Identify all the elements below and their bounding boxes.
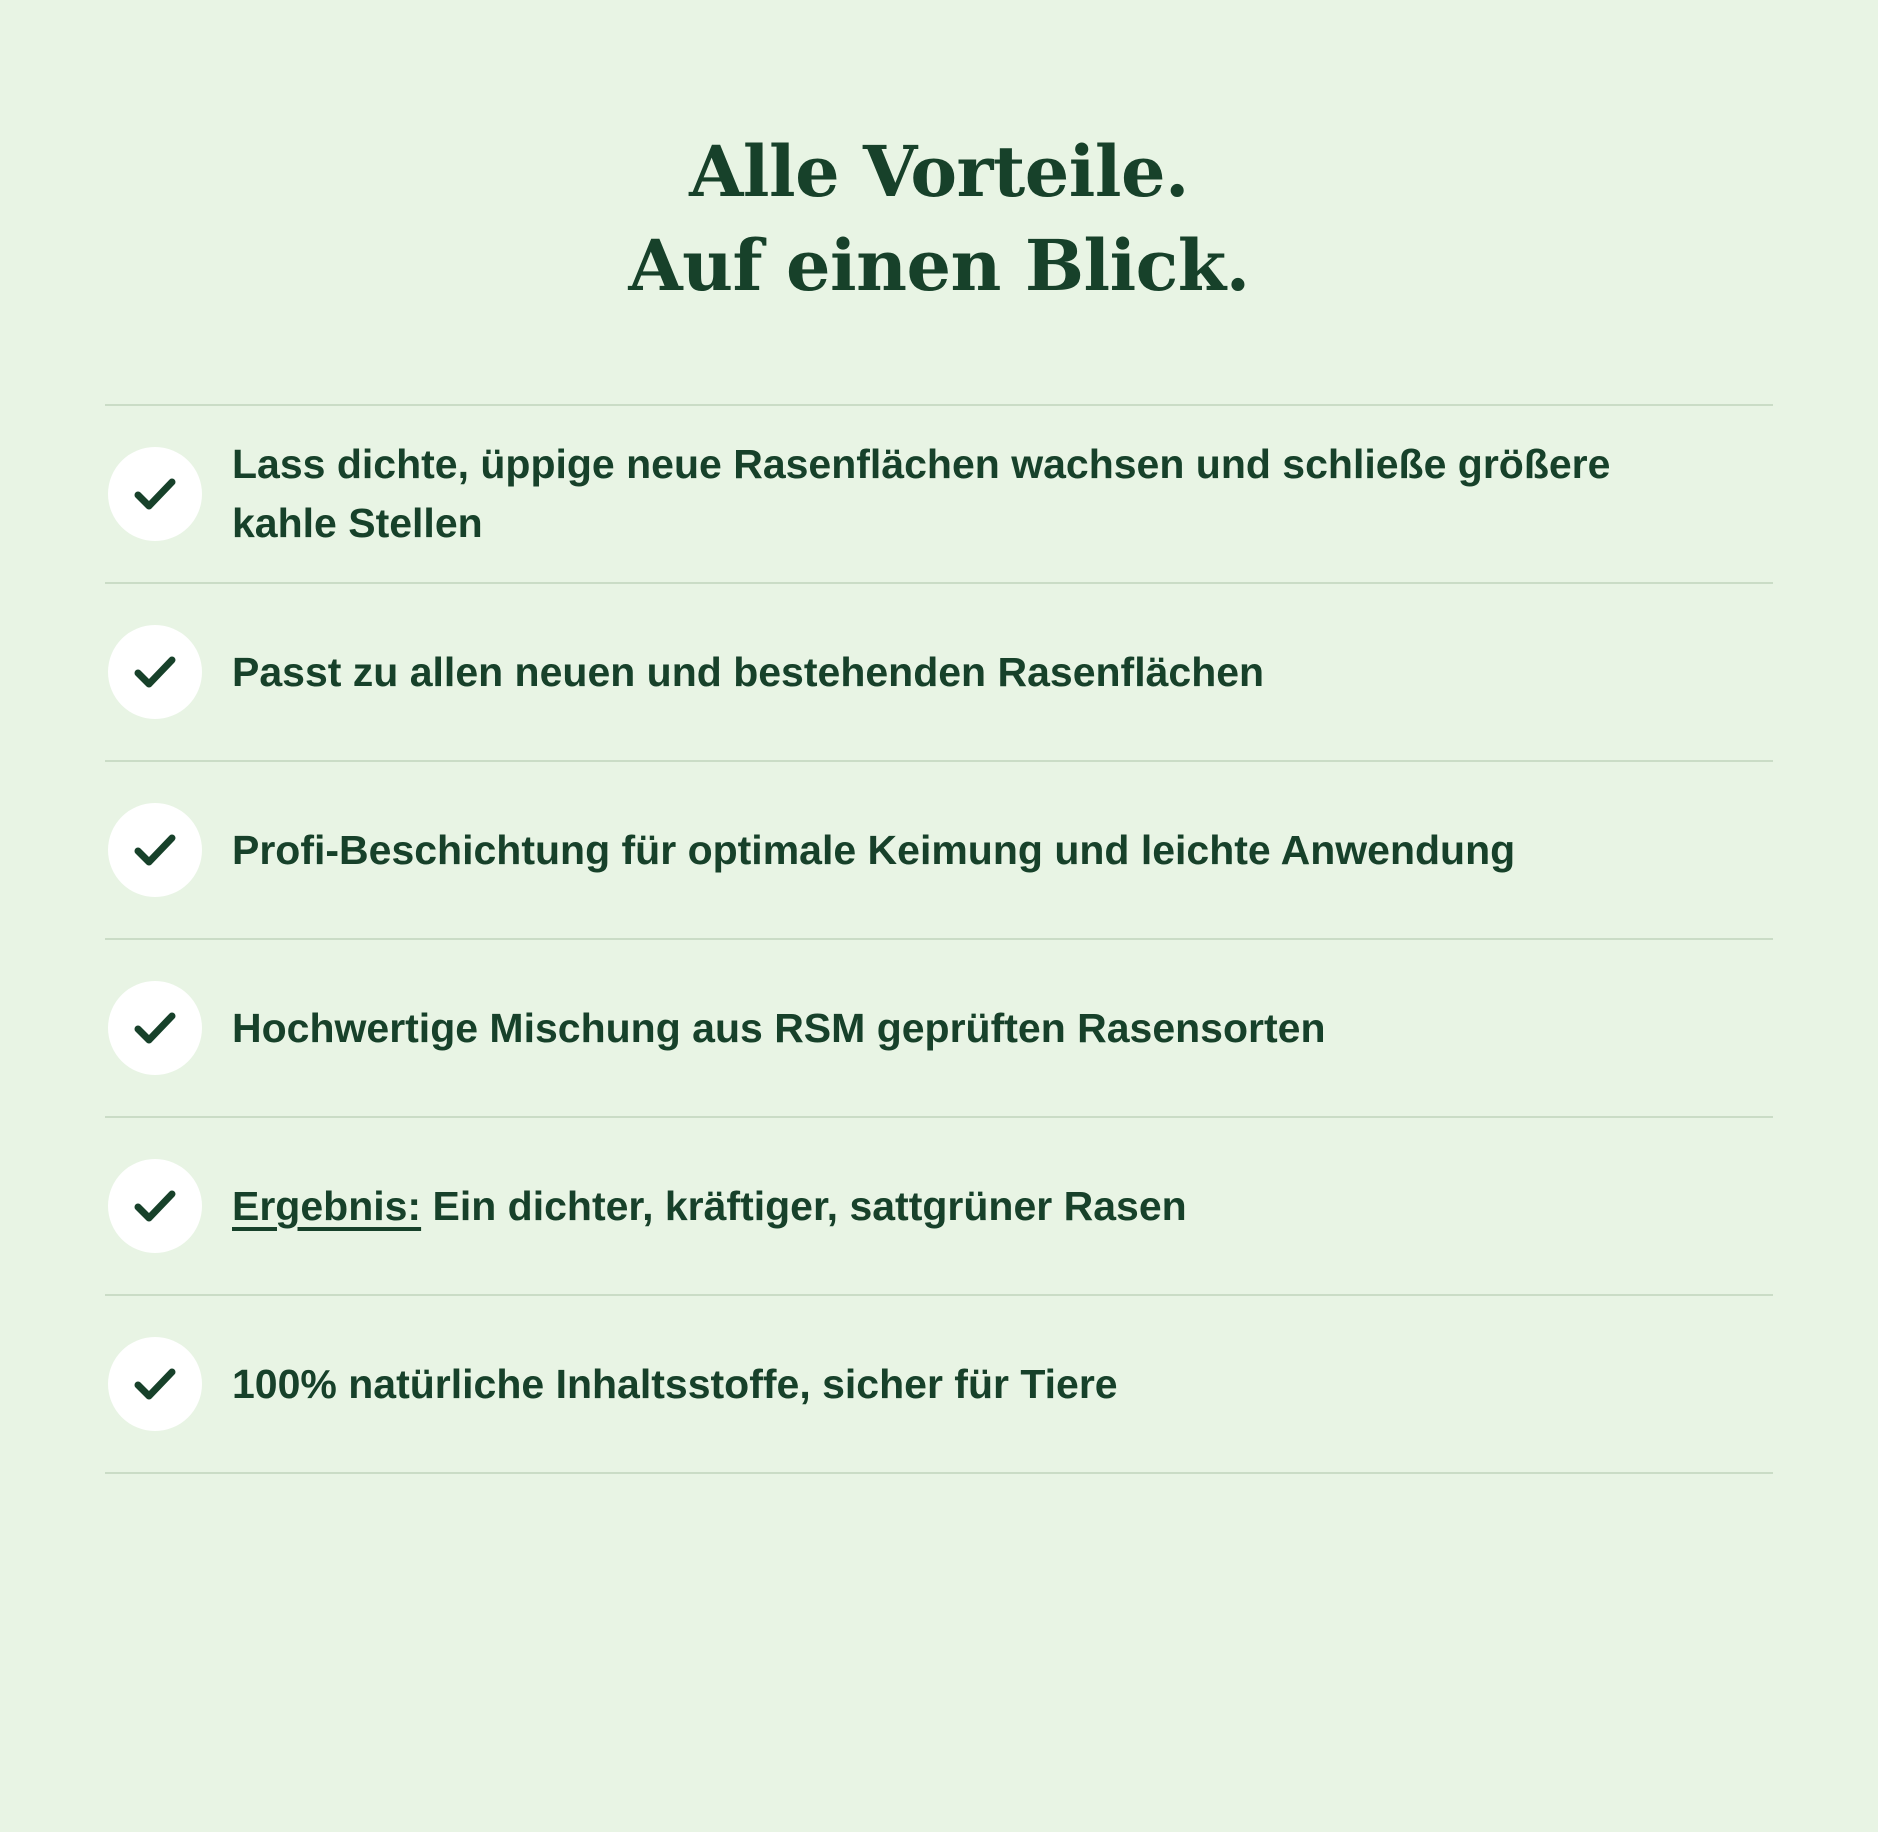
list-item — [105, 1118, 1773, 1296]
list-item-label-composite — [232, 1177, 1187, 1236]
page-title — [0, 47, 1878, 313]
benefits-list — [105, 404, 1773, 1474]
check-icon — [108, 981, 202, 1075]
check-icon — [108, 1159, 202, 1253]
page-title-line-2: Auf einen Blick. — [628, 223, 1250, 307]
list-item — [105, 584, 1773, 762]
check-badge-wrapper — [105, 625, 205, 719]
list-item — [105, 1296, 1773, 1474]
list-item-label: Ein dichter, kräftiger, sattgrüner Rasen — [421, 1182, 1187, 1229]
list-item — [105, 762, 1773, 940]
benefits-section — [0, 47, 1878, 1832]
list-item — [105, 940, 1773, 1118]
list-item-label: Lass dichte, üppige neue Rasenflächen wachsen und schließe größere kahle Stellen — [232, 441, 1611, 547]
check-badge-wrapper — [105, 1159, 205, 1253]
list-item-label: Hochwertige Mischung aus RSM geprüften Rasensorten — [232, 1004, 1326, 1051]
check-icon — [108, 447, 202, 541]
check-badge-wrapper — [105, 981, 205, 1075]
check-icon — [108, 625, 202, 719]
check-icon — [108, 803, 202, 897]
page-title-line-1: Alle Vorteile. — [689, 129, 1189, 213]
check-badge-wrapper — [105, 803, 205, 897]
list-item — [105, 406, 1773, 584]
check-icon — [108, 1337, 202, 1431]
list-item-label-emphasis: Ergebnis: — [232, 1182, 422, 1229]
list-item-label: 100% natürliche Inhaltsstoffe, sicher für Tiere — [232, 1360, 1118, 1407]
list-item-label: Passt zu allen neuen und bestehenden Rasenflächen — [232, 648, 1265, 695]
check-badge-wrapper — [105, 447, 205, 541]
check-badge-wrapper — [105, 1337, 205, 1431]
list-item-label: Profi-Beschichtung für optimale Keimung und leichte Anwendung — [232, 826, 1516, 873]
